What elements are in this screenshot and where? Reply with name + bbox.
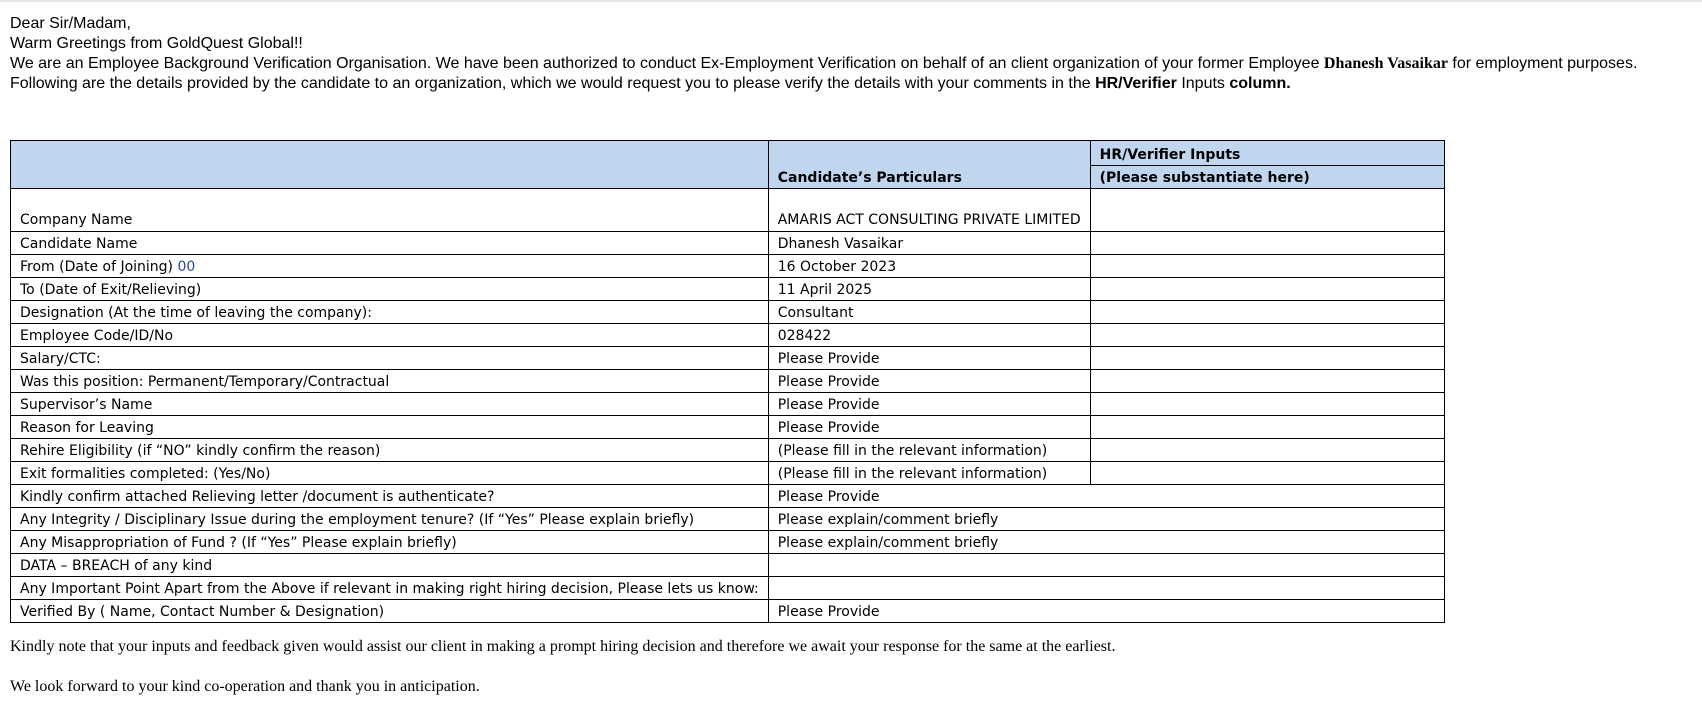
row-label: Was this position: Permanent/Temporary/Contractual	[11, 370, 769, 393]
verification-table	[10, 140, 1445, 623]
row-label	[11, 255, 769, 278]
table-row	[11, 278, 1445, 301]
letter-intro	[10, 14, 1637, 94]
row-value: Dhanesh Vasaikar	[768, 232, 1090, 255]
verifier-input-cell[interactable]	[1090, 255, 1444, 278]
row-value: 16 October 2023	[768, 255, 1090, 278]
row-value: 028422	[768, 324, 1090, 347]
row-label: Kindly confirm attached Relieving letter /document is authenticate?	[11, 485, 769, 508]
table-row	[11, 189, 1445, 232]
request-paragraph	[10, 74, 1637, 94]
row-label: Rehire Eligibility (if “NO” kindly confirm the reason)	[11, 439, 769, 462]
table-row	[11, 232, 1445, 255]
greeting: Warm Greetings from GoldQuest Global!!	[10, 35, 303, 52]
row-label: Verified By ( Name, Contact Number & Designation)	[11, 600, 769, 623]
row-label: Reason for Leaving	[11, 416, 769, 439]
request-text-1: Following are the details provided by the candidate to an organization, which we would request you to please verify the details with your comments in the	[10, 75, 1096, 92]
table-row	[11, 301, 1445, 324]
closing-thanks: We look forward to your kind co-operation and thank you in anticipation.	[10, 678, 480, 695]
row-value: Please explain/comment briefly	[768, 508, 1444, 531]
row-value: 11 April 2025	[768, 278, 1090, 301]
table-row	[11, 531, 1445, 554]
table-row	[11, 485, 1445, 508]
row-label: Supervisor’s Name	[11, 393, 769, 416]
verifier-input-cell[interactable]	[1090, 232, 1444, 255]
verifier-input-cell[interactable]	[1090, 301, 1444, 324]
row-value: Please explain/comment briefly	[768, 531, 1444, 554]
row-label: Salary/CTC:	[11, 347, 769, 370]
row-label: To (Date of Exit/Relieving)	[11, 278, 769, 301]
request-bold-hr: HR/Verifier	[1095, 75, 1177, 92]
row-label: Any Misappropriation of Fund ? (If “Yes” Please explain briefly)	[11, 531, 769, 554]
table-header-row	[11, 141, 1445, 166]
row-value: Please Provide	[768, 347, 1090, 370]
salutation: Dear Sir/Madam,	[10, 15, 131, 32]
table-row	[11, 577, 1445, 600]
intro-text-1: We are an Employee Background Verification Organisation. We have been authorized to conduct Ex-Employment Verification on behalf of an client organization of your former Employee	[10, 55, 1324, 72]
table-row	[11, 347, 1445, 370]
request-text-2: Inputs	[1176, 75, 1230, 92]
verifier-input-cell[interactable]	[1090, 324, 1444, 347]
row-label-suffix: 00	[177, 259, 196, 275]
header-field-cell	[11, 141, 769, 189]
table-row	[11, 508, 1445, 531]
row-label: Employee Code/ID/No	[11, 324, 769, 347]
row-label: Company Name	[11, 189, 769, 232]
row-value[interactable]	[768, 554, 1444, 577]
employee-name: Dhanesh Vasaikar	[1323, 55, 1448, 72]
row-label: DATA – BREACH of any kind	[11, 554, 769, 577]
verifier-input-cell[interactable]	[1090, 347, 1444, 370]
row-value: (Please fill in the relevant information)	[768, 462, 1090, 485]
table-row	[11, 370, 1445, 393]
row-label: Any Important Point Apart from the Above if relevant in making right hiring decision, Please lets us know:	[11, 577, 769, 600]
table-row	[11, 439, 1445, 462]
verifier-input-cell[interactable]	[1090, 439, 1444, 462]
header-inputs-sub: (Please substantiate here)	[1090, 166, 1444, 189]
intro-text-2: for employment purposes.	[1447, 55, 1638, 72]
row-value: Please Provide	[768, 416, 1090, 439]
row-value: Please Provide	[768, 393, 1090, 416]
row-value: (Please fill in the relevant information)	[768, 439, 1090, 462]
row-value: Please Provide	[768, 485, 1444, 508]
header-particulars: Candidate’s Particulars	[768, 141, 1090, 189]
row-label: Candidate Name	[11, 232, 769, 255]
table-row	[11, 393, 1445, 416]
table-row	[11, 600, 1445, 623]
row-label: Any Integrity / Disciplinary Issue during the employment tenure? (If “Yes” Please explain briefly)	[11, 508, 769, 531]
row-label: Exit formalities completed: (Yes/No)	[11, 462, 769, 485]
row-label: Designation (At the time of leaving the company):	[11, 301, 769, 324]
closing-note: Kindly note that your inputs and feedback given would assist our client in making a prompt hiring decision and therefore we await your response for the same at the earliest.	[10, 638, 1116, 655]
verifier-input-cell[interactable]	[1090, 393, 1444, 416]
table-row	[11, 554, 1445, 577]
row-value[interactable]	[768, 577, 1444, 600]
verifier-input-cell[interactable]	[1090, 278, 1444, 301]
row-value: Please Provide	[768, 370, 1090, 393]
verifier-input-cell[interactable]	[1090, 370, 1444, 393]
table-row	[11, 416, 1445, 439]
intro-paragraph	[10, 54, 1637, 74]
request-bold-column: column.	[1229, 75, 1291, 92]
verifier-input-cell[interactable]	[1090, 189, 1444, 232]
row-value: Please Provide	[768, 600, 1444, 623]
table-row	[11, 324, 1445, 347]
row-label-text: From (Date of Joining)	[20, 259, 174, 275]
table-row	[11, 462, 1445, 485]
header-inputs: HR/Verifier Inputs	[1090, 141, 1444, 166]
row-value: Consultant	[768, 301, 1090, 324]
row-value: AMARIS ACT CONSULTING PRIVATE LIMITED	[768, 189, 1090, 232]
verifier-input-cell[interactable]	[1090, 462, 1444, 485]
verifier-input-cell[interactable]	[1090, 416, 1444, 439]
table-row	[11, 255, 1445, 278]
